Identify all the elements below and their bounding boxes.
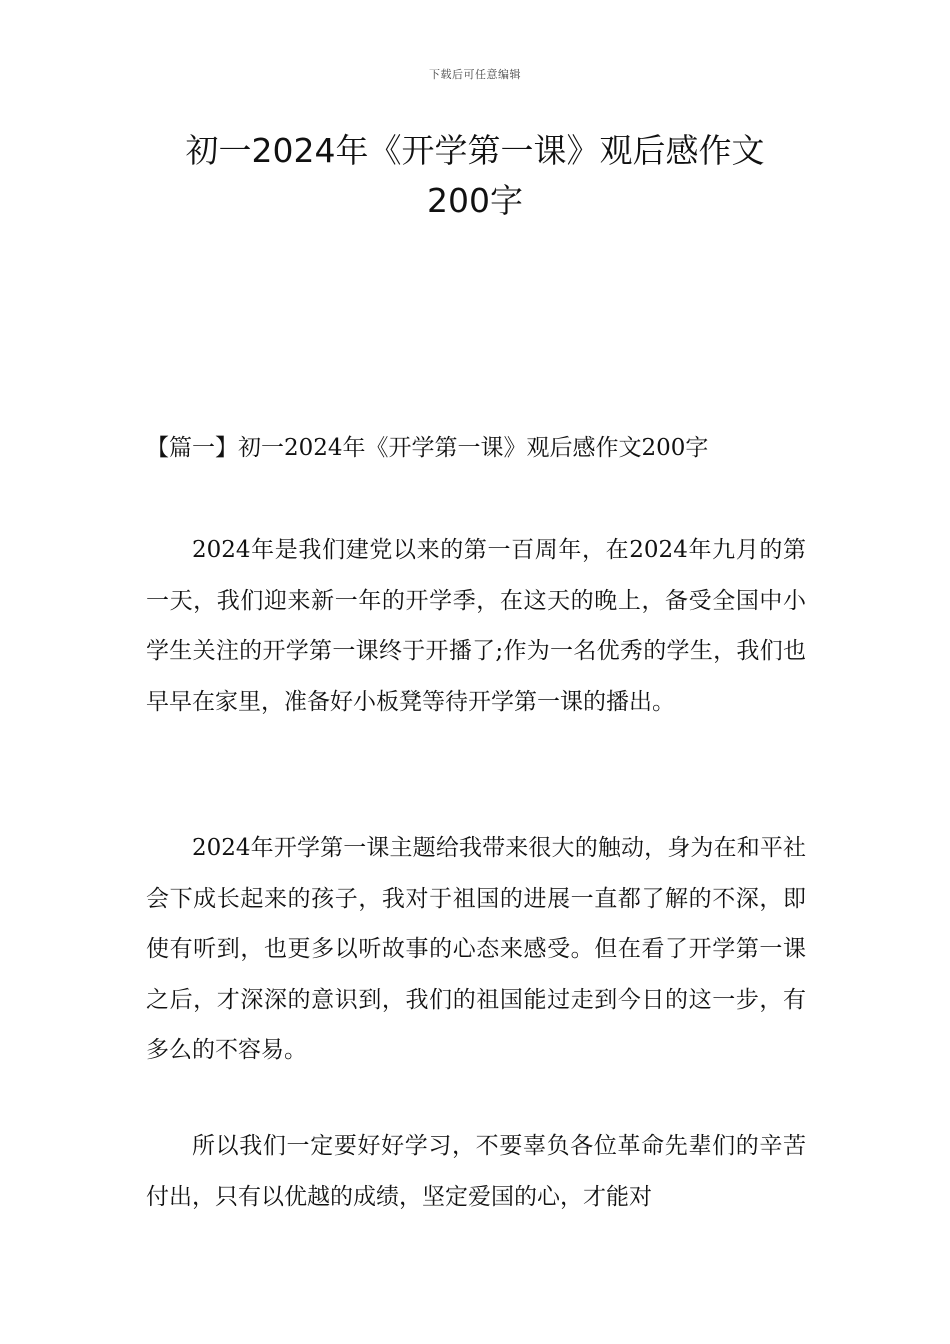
paragraph-1: 2024年是我们建党以来的第一百周年，在2024年九月的第一天，我们迎来新一年的开学季，在这天的晚上，备受全国中小学生关注的开学第一课终于开播了;作为一名优秀的学生，我们也早早在家里，准备好小板凳等待开学第一课的播出。 (146, 537, 806, 715)
header-note: 下载后可任意编辑 (429, 68, 521, 81)
title-line-1: 初一2024年《开学第一课》观后感作文 (185, 131, 765, 170)
paragraph-3: 所以我们一定要好好学习，不要辜负各位革命先辈们的辛苦付出，只有以优越的成绩，坚定爱国的心，才能对 (146, 1133, 806, 1210)
page-title (100, 126, 850, 226)
paragraph-2: 2024年开学第一课主题给我带来很大的触动，身为在和平社会下成长起来的孩子，我对于祖国的进展一直都了解的不深，即使有听到，也更多以听故事的心态来感受。但在看了开学第一课之后，才深深的意识到，我们的祖国能过走到今日的这一步，有多么的不容易。 (146, 835, 806, 1063)
section-heading: 【篇一】初一2024年《开学第一课》观后感作文200字 (146, 435, 709, 461)
title-line-2: 200字 (427, 181, 523, 220)
